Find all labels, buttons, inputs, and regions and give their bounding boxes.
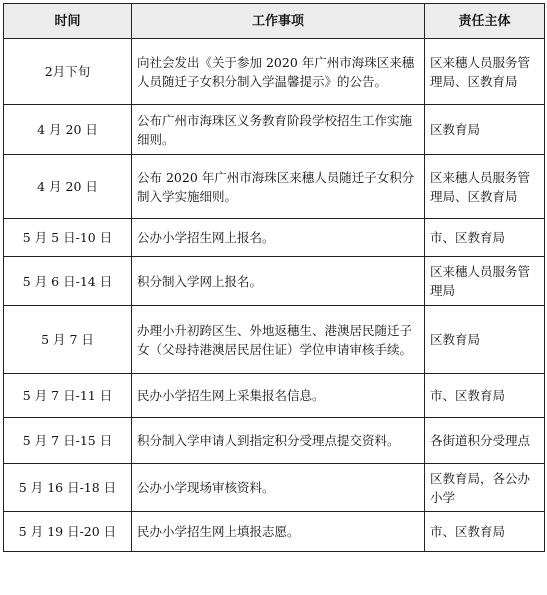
cell-time: 5 月 5 日-10 日 <box>4 219 132 257</box>
header-task: 工作事项 <box>132 4 425 39</box>
table-row <box>4 39 545 105</box>
cell-time: 5 月 7 日-15 日 <box>4 418 132 464</box>
cell-task: 民办小学招生网上填报志愿。 <box>132 512 425 552</box>
cell-time: 2月下旬 <box>4 39 132 105</box>
table-row <box>4 155 545 219</box>
table-row <box>4 464 545 512</box>
cell-time: 5 月 7 日-11 日 <box>4 374 132 418</box>
table-row <box>4 418 545 464</box>
cell-responsible: 区来穗人员服务管理局、区教育局 <box>425 155 545 219</box>
cell-responsible: 市、区教育局 <box>425 374 545 418</box>
cell-responsible: 区教育局 <box>425 306 545 374</box>
cell-time: 4 月 20 日 <box>4 155 132 219</box>
cell-time: 5 月 7 日 <box>4 306 132 374</box>
cell-time: 4 月 20 日 <box>4 105 132 155</box>
table-row <box>4 105 545 155</box>
cell-task: 积分制入学申请人到指定积分受理点提交资料。 <box>132 418 425 464</box>
header-time: 时间 <box>4 4 132 39</box>
cell-responsible: 区来穗人员服务管理局 <box>425 257 545 306</box>
cell-task: 公办小学现场审核资料。 <box>132 464 425 512</box>
cell-responsible: 市、区教育局 <box>425 512 545 552</box>
cell-time: 5 月 16 日-18 日 <box>4 464 132 512</box>
cell-responsible: 各街道积分受理点 <box>425 418 545 464</box>
table-row <box>4 306 545 374</box>
cell-task: 积分制入学网上报名。 <box>132 257 425 306</box>
cell-task: 公办小学招生网上报名。 <box>132 219 425 257</box>
table-row <box>4 512 545 552</box>
table-header-row <box>4 4 545 39</box>
cell-task: 向社会发出《关于参加 2020 年广州市海珠区来穗人员随迁子女积分制入学温馨提示》的公告。 <box>132 39 425 105</box>
cell-task: 公布 2020 年广州市海珠区来穗人员随迁子女积分制入学实施细则。 <box>132 155 425 219</box>
cell-task: 办理小升初跨区生、外地返穗生、港澳居民随迁子女（父母持港澳居民居住证）学位申请审核手续。 <box>132 306 425 374</box>
cell-responsible: 区教育局，各公办小学 <box>425 464 545 512</box>
cell-responsible: 市、区教育局 <box>425 219 545 257</box>
cell-time: 5 月 19 日-20 日 <box>4 512 132 552</box>
cell-task: 民办小学招生网上采集报名信息。 <box>132 374 425 418</box>
schedule-table <box>3 3 545 552</box>
table-row <box>4 219 545 257</box>
header-responsible: 责任主体 <box>425 4 545 39</box>
cell-task: 公布广州市海珠区义务教育阶段学校招生工作实施细则。 <box>132 105 425 155</box>
cell-time: 5 月 6 日-14 日 <box>4 257 132 306</box>
cell-responsible: 区教育局 <box>425 105 545 155</box>
table-row <box>4 257 545 306</box>
table-row <box>4 374 545 418</box>
cell-responsible: 区来穗人员服务管理局、区教育局 <box>425 39 545 105</box>
